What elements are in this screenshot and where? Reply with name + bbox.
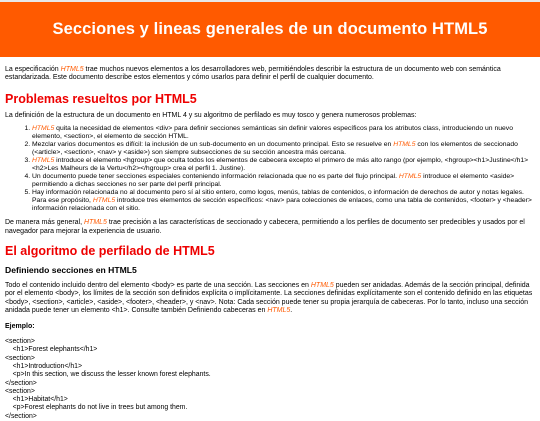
problems-lead: La definición de la estructura de un documento en HTML 4 y su algoritmo de perfilado es muy tosco y genera numerosos problemas: <box>5 111 417 119</box>
section-heading-problems: Problemas resueltos por HTML5 <box>5 91 197 106</box>
example-label: Ejemplo: <box>5 322 35 330</box>
page-title: Secciones y lineas generales de un documento HTML5 <box>52 20 488 38</box>
defining-paragraph: Todo el contenido incluido dentro del elemento <body> es parte de una sección. Las secciones en HTML5 pueden ser anidadas. Además de la sección principal, definida por el elemento <body>, los límites de la sección son definidos explícita o implícitamente. La secciones definidas explícitamente son el contenido definido en las etiquetas <body>, <section>, <article>, <aside>, <footer>, <header>, y <nav>. Nota: Cada sección puede tener su propia jerarquía de cabeceras. Por lo tanto, incluso una sección anidada puede tener un elemento <h1>. Consulte también Definiendo cabeceras en HTML5. <box>5 282 533 315</box>
list-item: 2. Mezclar varios documentos es difícil: la inclusión de un sub-documento en un documento principal. Esto se resuelve en HTML5 con los elementos de seccionado (<article>, <section>, <nav> y <aside>) son siempre subsecciones de su sección ancestra más cercana. <box>32 141 535 157</box>
list-item: 1. HTML5 quita la necesidad de elementos <div> para definir secciones semánticas sin definir valores específicos para los atributos class, introduciendo un nuevo elemento, <section>, el elemento de sección HTML. <box>32 125 535 141</box>
list-item: 5. Hay información relacionada no al documento pero sí al sitio entero, como logos, menús, tablas de contenidos, o información de derechos de autor y notas legales. Para ese propósito, HTML5 introduce tres elementos de sección específicos: <nav> para colecciones de enlaces, como una tabla de contenidos, <footer> y <header> información relacionada con el sitio. <box>32 189 535 213</box>
problems-list <box>5 125 535 213</box>
subsection-heading-defining: Definiendo secciones en HTML5 <box>5 265 137 276</box>
intro-paragraph: La especificación HTML5 trae muchos nuevos elementos a los desarrolladores web, permitiéndoles describir la estructura de un documento web con semántica estandarizada. Este documento describe estos elementos y cómo usarlos para definir el perfil de cualquier documento. <box>5 66 501 82</box>
list-item: 3. HTML5 introduce el elemento <hgroup> que oculta todos los elementos de cabecera excepto el primero de más alto rango (por ejemplo, <hgroup><h1>Justine</h1><h2>Les Malheurs de la Vertu</h2></hgroup> crea el perfil 1. Justine). <box>32 157 535 173</box>
section-heading-algorithm: El algoritmo de perfilado de HTML5 <box>5 244 215 259</box>
main-content <box>5 66 535 421</box>
html5-highlight: HTML5 <box>60 66 84 73</box>
problems-closing: De manera más general, HTML5 trae precisión a las características de seccionado y cabecera, permitiendo a los perfiles de documento ser predecibles y usados por el navegador para mejorar la experiencia de usuario. <box>5 219 525 235</box>
list-item: 4. Un documento puede tener secciones especiales conteniendo información relacionada que no es parte del flujo principal. HTML5 introduce el elemento <aside> permitiendo a dichas secciones no ser parte del perfil principal. <box>32 173 535 189</box>
code-example: <section> <h1>Forest elephants</h1> <section> <h1>Introduction</h1> <p>In this section, we discuss the lesser known forest elephants. </section> <section> <h1>Habitat</h1> <p>Forest elephants do not live in trees but among them. </section> <box>5 338 211 420</box>
page-header <box>0 0 540 57</box>
